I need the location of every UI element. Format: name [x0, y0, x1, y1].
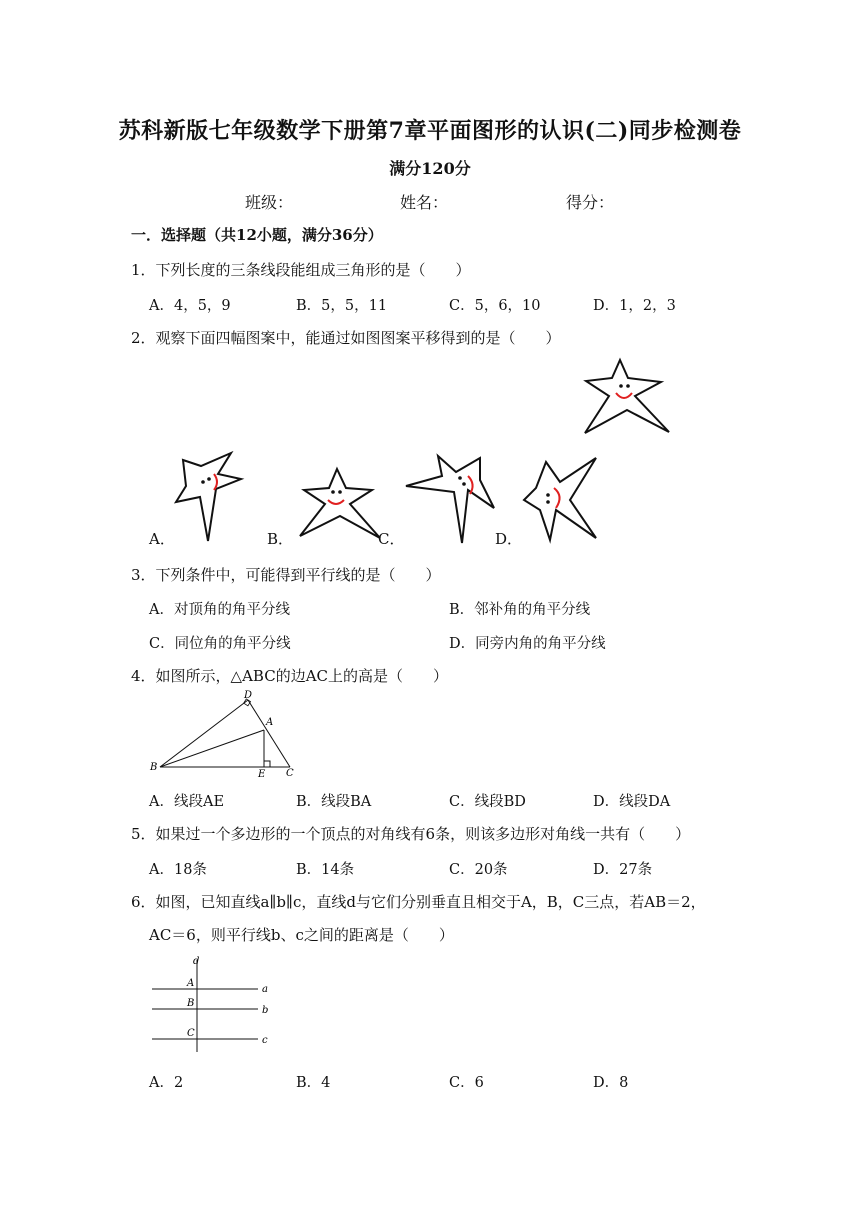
q6-option-b: B．4 [296, 1075, 331, 1091]
label-line-b: b [262, 1005, 269, 1016]
q3-option-c: C．同位角的角平分线 [149, 636, 291, 652]
question-1-stem: 1．下列长度的三条线段能组成三角形的是（ ） [131, 261, 471, 279]
class-label: 班级： [245, 193, 294, 212]
question-5-stem: 5．如果过一个多边形的一个顶点的对角线有6条，则该多边形对角线一共有（ ） [131, 825, 691, 843]
q1-option-c: C．5，6，10 [449, 298, 541, 314]
q3-option-a: A．对顶角的角平分线 [149, 602, 290, 618]
name-label: 姓名： [400, 193, 449, 212]
q2-star-figures [0, 0, 860, 560]
q2-option-b: B． [267, 530, 294, 548]
q1-option-a: A．4，5，9 [149, 298, 231, 314]
q4-option-b: B．线段BA [296, 794, 372, 810]
q2-option-c: C． [378, 530, 405, 548]
label-d: D [244, 690, 253, 701]
q4-option-d: D．线段DA [593, 794, 671, 810]
label-point-b: B [187, 998, 195, 1009]
reference-star-figure [585, 360, 669, 433]
q1-option-d: D．1，2，3 [593, 298, 676, 314]
option-d-star-figure [524, 458, 596, 540]
label-line-d: d [193, 956, 200, 967]
section-heading: 一．选择题（共12小题，满分36分） [131, 226, 383, 244]
label-a: A [266, 717, 274, 728]
option-a-star-figure [176, 453, 241, 541]
label-c: C [286, 768, 294, 779]
label-line-c: c [262, 1035, 268, 1046]
label-e: E [258, 769, 266, 780]
q6-parallel-lines-figure [140, 952, 280, 1054]
score-label: 得分： [566, 193, 615, 212]
option-c-star-figure [406, 456, 494, 543]
page-title: 苏科新版七年级数学下册第7章平面图形的认识(二)同步检测卷 [118, 118, 742, 144]
q5-option-a: A．18条 [149, 862, 207, 878]
q4-option-a: A．线段AE [149, 794, 225, 810]
q3-option-d: D．同旁内角的角平分线 [449, 636, 606, 652]
question-3-stem: 3．下列条件中，可能得到平行线的是（ ） [131, 566, 441, 584]
option-b-star-figure [300, 469, 380, 538]
q6-option-c: C．6 [449, 1075, 484, 1091]
question-2-stem: 2．观察下面四幅图案中，能通过如图图案平移得到的是（ ） [131, 329, 561, 347]
q1-option-b: B．5，5，11 [296, 298, 388, 314]
q4-option-c: C．线段BD [449, 794, 526, 810]
full-score: 满分120分 [389, 159, 471, 178]
q4-triangle-figure [140, 688, 310, 780]
question-4-stem: 4．如图所示，△ABC的边AC上的高是（ ） [131, 667, 449, 685]
question-6-stem-line2: AC＝6，则平行线b、c之间的距离是（ ） [149, 926, 454, 944]
q2-option-a: A． [149, 530, 175, 548]
q6-option-d: D．8 [593, 1075, 629, 1091]
q3-option-b: B．邻补角的角平分线 [449, 602, 591, 618]
q2-option-d: D． [495, 530, 523, 548]
label-point-a: A [187, 978, 195, 989]
q5-option-c: C．20条 [449, 862, 508, 878]
label-point-c: C [187, 1028, 195, 1039]
q6-option-a: A．2 [149, 1075, 184, 1091]
question-6-stem-line1: 6．如图，已知直线a∥b∥c，直线d与它们分别垂直且相交于A，B，C三点，若AB＝2， [131, 893, 706, 911]
label-b: B [150, 762, 158, 773]
q5-option-d: D．27条 [593, 862, 653, 878]
q5-option-b: B．14条 [296, 862, 355, 878]
label-line-a: a [262, 984, 268, 995]
